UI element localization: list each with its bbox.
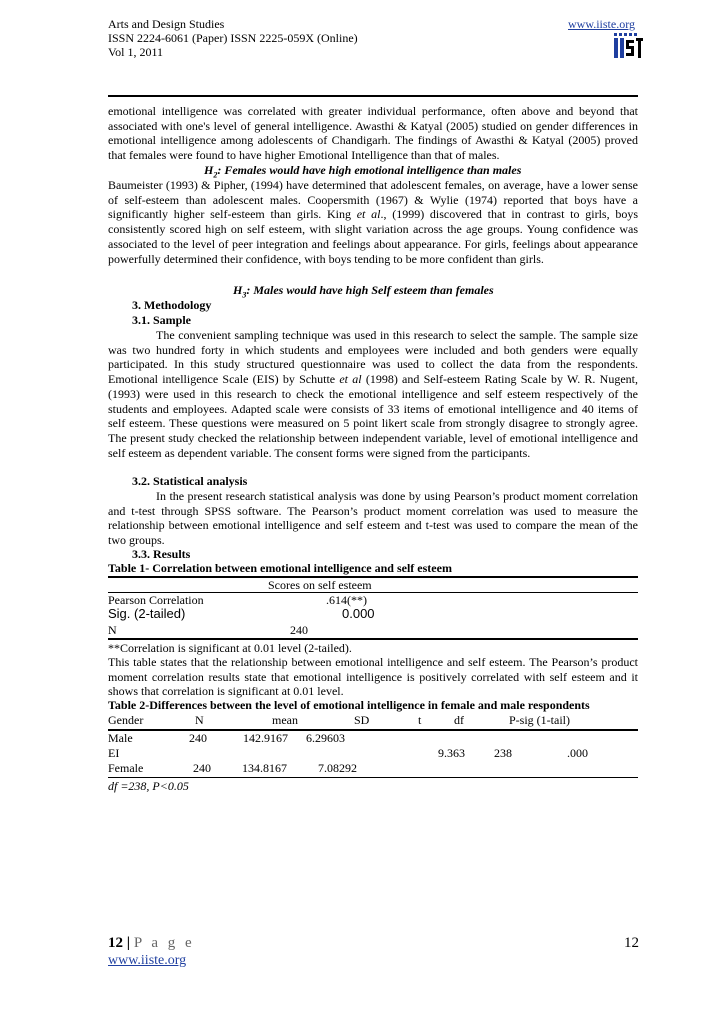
- section-results: 3.3. Results: [132, 547, 191, 561]
- header-url-link[interactable]: www.iiste.org: [568, 17, 635, 31]
- table-2-title: Table 2-Differences between the level of emotional intelligence in female and male respondents: [108, 698, 590, 712]
- table-2-header: N: [195, 713, 204, 727]
- header-rule: [108, 95, 638, 97]
- table-2-cell: 9.363: [438, 746, 465, 760]
- journal-name: Arts and Design Studies: [108, 17, 225, 31]
- volume-line: Vol 1, 2011: [108, 45, 164, 59]
- table-2-cell: 142.9167: [243, 731, 288, 745]
- paragraph-self-esteem: Baumeister (1993) & Pipher, (1994) have determined that adolescent females, on average, have a lower sense of self-esteem than adolescent males. Coopersmith (1967) & Wylie (1974) reported that boys have a significantly higher self-esteem than girls. King et al., (1999) discovered that in contrast to girls, boys consistently scored high on self esteem, with slight variation across the age groups. Young confidence was associated to the level of peer integration and feelings about appearance. For girls, feelings about appearance powerfully determined their confidence, with boys tending to be more confident than girls.: [108, 178, 638, 266]
- table-2-cell: .000: [567, 746, 588, 760]
- table-2-cell: 6.29603: [306, 731, 345, 745]
- table-1-row-label: N: [108, 623, 117, 637]
- iiste-logo: [612, 33, 644, 59]
- section-methodology: 3. Methodology: [132, 298, 212, 312]
- hypothesis-3: $H_3$: Males would have high Self esteem than females: [233, 283, 494, 300]
- table-2-cell: 7.08292: [318, 761, 357, 775]
- section-sample: 3.1. Sample: [132, 313, 192, 327]
- table-1-row-label: Pearson Correlation: [108, 593, 204, 607]
- table-1-row-label: Sig. (2-tailed): [108, 606, 186, 621]
- table-2-header: t: [418, 713, 422, 727]
- table-2-cell: 238: [494, 746, 512, 760]
- table-2-cell: 240: [193, 761, 211, 775]
- paragraph-table-1-interpretation: This table states that the relationship between emotional intelligence and self esteem. The Pearson’s product moment correlation results state that emotional intelligence is positively correlated with self esteem and it shows that correlation is significant at 0.01 level.: [108, 655, 638, 699]
- table-2-header: SD: [354, 713, 370, 727]
- hypothesis-2: $H_2$: Females would have high emotional intelligence than males: [204, 163, 522, 180]
- table-2-header: Gender: [108, 713, 144, 727]
- table-2-cell: Female: [108, 761, 144, 775]
- issn-line: ISSN 2224-6061 (Paper) ISSN 2225-059X (Online): [108, 31, 358, 45]
- table-1-footnote: **Correlation is significant at 0.01 level (2-tailed).: [108, 641, 352, 655]
- table-2-header: df: [454, 713, 464, 727]
- table-2-bottom-rule: [108, 777, 638, 778]
- table-1-title: Table 1- Correlation between emotional intelligence and self esteem: [108, 561, 452, 575]
- paragraph-analysis: In the present research statistical analysis was done by using Pearson’s product moment correlation and t-test through SPSS software. The Pearson’s product moment correlation was used to measure the relationship between emotional intelligence and self esteem and t-test was used to compare the mean of the two groups.: [108, 489, 638, 548]
- table-1-row-value: .614(**): [326, 593, 367, 607]
- table-1-top-rule: [108, 576, 638, 578]
- table-1-bottom-rule: [108, 638, 638, 640]
- table-2-cell: 240: [189, 731, 207, 745]
- table-2-header: P-sig (1-tail): [509, 713, 570, 727]
- table-2-cell: Male: [108, 731, 133, 745]
- table-2-cell: EI: [108, 746, 120, 760]
- footer-page-number: 12: [624, 935, 639, 951]
- table-1-col-header: Scores on self esteem: [268, 578, 372, 592]
- table-2-header-rule: [108, 729, 638, 731]
- table-1-row-value: 240: [290, 623, 308, 637]
- paragraph-intro: emotional intelligence was correlated with greater individual performance, often above and beyond that associated with one's level of general intelligence. Awasthi & Katyal (2005) studied on gender differences in emotional intelligence among adolescents of Chandigarh. The findings of Awasthi & Katyal (2005) proved that females were found to have higher Emotional Intelligence than that of males.: [108, 104, 638, 163]
- table-2-cell: 134.8167: [242, 761, 287, 775]
- paragraph-sample: The convenient sampling technique was used in this research to select the sample. The sample size was two hundred forty in which students and employees were included and both genders were equally participated. In this study structured questionnaire was used to collect the data from the respondents. Emotional intelligence Scale (EIS) by Schutte et al (1998) and Self-esteem Rating Scale by W. R. Nugent, (1993) were used in this research to check the emotional intelligence and self esteem respectively of the students and employees. Adapted scale were consists of 33 items of emotional intelligence and 40 items of self esteem. These questions were measured on 5 point likert scale from strongly disagree to strongly agree. The present study checked the relationship between independent variable, level of emotional intelligence and self esteem as dependent variable. The consent forms were signed from the participants.: [108, 328, 638, 460]
- section-statistical-analysis: 3.2. Statistical analysis: [132, 474, 248, 488]
- footer-page-label: 12 | P a g e: [108, 935, 195, 951]
- table-2-note: df =238, P<0.05: [108, 779, 189, 793]
- table-1-row-value: 0.000: [342, 606, 375, 621]
- table-2-header: mean: [272, 713, 298, 727]
- footer-url-link[interactable]: www.iiste.org: [108, 953, 187, 968]
